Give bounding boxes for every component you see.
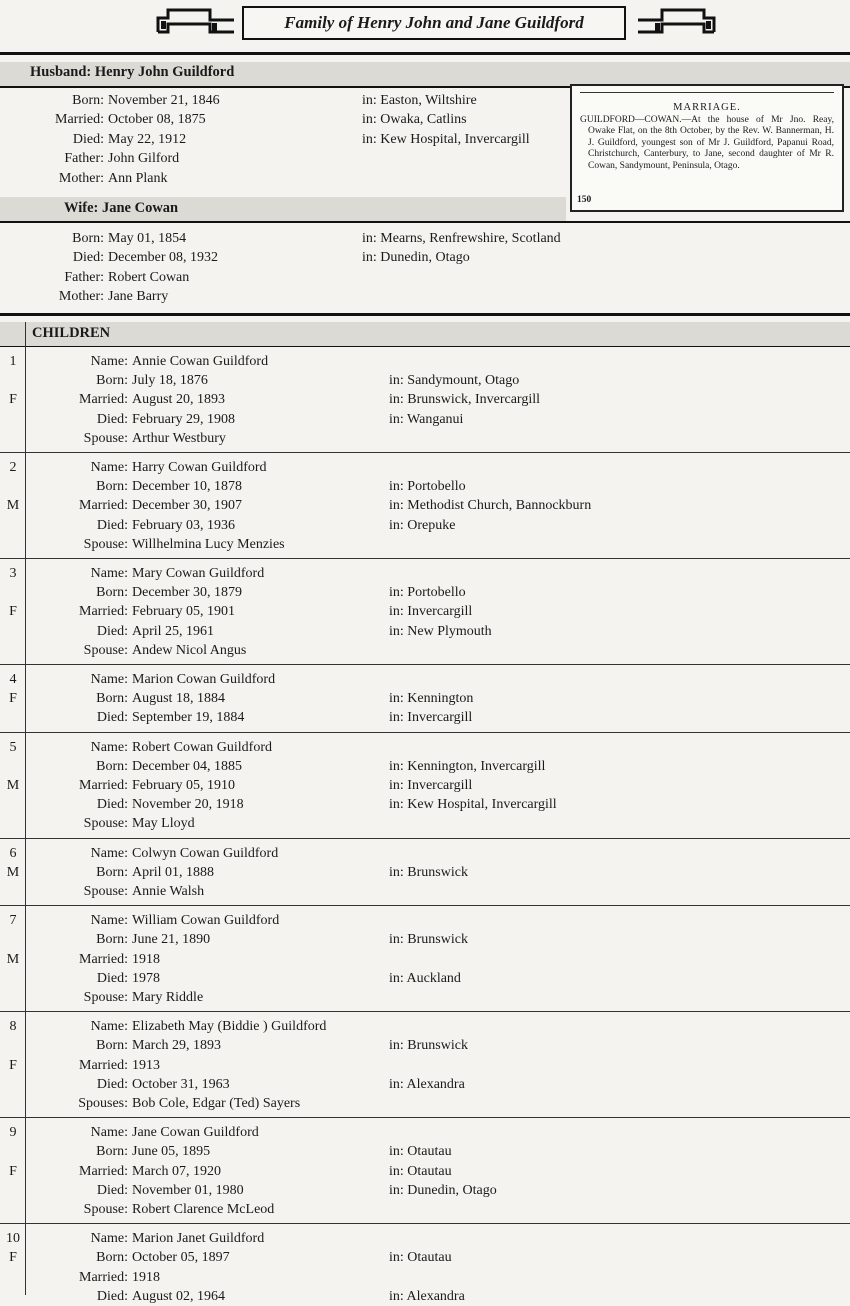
fact-location: in: Mearns, Renfrewshire, Scotland	[362, 231, 561, 246]
child-fact-value: December 04, 1885	[132, 758, 243, 774]
fact-label: Died:	[72, 131, 104, 147]
scroll-ornament-left-icon	[156, 6, 236, 36]
child-number: 5	[9, 739, 17, 755]
child-fact-value: March 29, 1893	[132, 1038, 222, 1054]
page-title: Family of Henry John and Jane Guildford	[242, 6, 626, 40]
child-fact-label: Married:	[79, 604, 128, 620]
child-divider	[0, 558, 850, 559]
child-fact-label: Married:	[79, 1269, 128, 1285]
child-fact-value: 1918	[132, 951, 160, 967]
page-header	[0, 0, 850, 52]
fact-label: Mother:	[58, 289, 104, 305]
child-fact-value: December 10, 1878	[132, 479, 243, 495]
child-fact-label: Name:	[90, 1231, 128, 1247]
child-fact-location: in: Brunswick	[389, 864, 468, 880]
child-fact-label: Spouse:	[83, 430, 128, 446]
child-fact-value: Annie Walsh	[132, 884, 205, 899]
fact-label: Born:	[72, 231, 104, 246]
child-divider	[0, 664, 850, 665]
children-heading: CHILDREN	[32, 325, 111, 341]
child-fact-value: August 20, 1893	[132, 392, 225, 408]
child-fact-label: Died:	[96, 710, 128, 726]
child-fact-value: Andew Nicol Angus	[132, 642, 247, 658]
child-divider	[0, 1011, 850, 1012]
child-fact-label: Name:	[90, 1125, 128, 1141]
header-rule	[0, 52, 850, 55]
child-fact-location: in: Kennington	[389, 691, 474, 707]
child-fact-label: Married:	[79, 392, 128, 408]
child-fact-location: in: Kew Hospital, Invercargill	[389, 797, 557, 813]
child-fact-location: in: Orepuke	[389, 517, 456, 533]
child-sex: F	[9, 1250, 17, 1266]
fact-value: Jane Barry	[108, 289, 169, 305]
child-fact-value: July 18, 1876	[132, 373, 208, 389]
child-fact-label: Died:	[96, 970, 128, 986]
child-fact-location: in: Brunswick, Invercargill	[389, 392, 540, 408]
child-fact-location: in: Otautau	[389, 1250, 452, 1266]
fact-value: May 01, 1854	[108, 231, 187, 246]
fact-value: Robert Cowan	[108, 269, 190, 285]
child-number: 3	[9, 566, 17, 581]
child-divider	[0, 838, 850, 839]
child-sex: M	[6, 951, 20, 967]
child-number: 10	[6, 1231, 20, 1247]
child-fact-label: Born:	[96, 864, 128, 880]
child-fact-location: in: Portobello	[389, 585, 466, 601]
child-fact-value: Robert Cowan Guildford	[132, 739, 272, 755]
child-fact-value: November 01, 1980	[132, 1182, 244, 1198]
child-fact-location: in: Invercargill	[389, 710, 473, 726]
child-fact-label: Born:	[96, 585, 128, 601]
child-divider	[0, 905, 850, 906]
child-fact-label: Spouses:	[78, 1096, 128, 1111]
child-fact-label: Spouse:	[83, 884, 128, 899]
fact-location: in: Kew Hospital, Invercargill	[362, 131, 530, 147]
child-fact-label: Died:	[96, 1182, 128, 1198]
child-fact-label: Name:	[90, 354, 128, 369]
child-fact-value: Bob Cole, Edgar (Ted) Sayers	[132, 1096, 301, 1111]
child-fact-label: Born:	[96, 1250, 128, 1266]
child-fact-value: November 20, 1918	[132, 797, 244, 813]
child-divider	[0, 1223, 850, 1224]
child-fact-value: Willhelmina Lucy Menzies	[132, 536, 285, 552]
child-fact-label: Married:	[79, 1163, 128, 1179]
child-fact-value: Mary Cowan Guildford	[132, 566, 265, 581]
child-divider	[0, 1117, 850, 1118]
children-rule	[0, 346, 850, 347]
child-fact-location: in: Wanganui	[389, 411, 464, 427]
child-fact-value: December 30, 1907	[132, 498, 243, 514]
child-sex: F	[9, 1057, 17, 1073]
child-number: 1	[9, 354, 17, 369]
child-fact-location: in: Methodist Church, Bannockburn	[389, 498, 592, 514]
child-fact-label: Born:	[96, 1144, 128, 1160]
child-fact-label: Died:	[96, 623, 128, 639]
child-number: 8	[9, 1019, 17, 1035]
child-sex: M	[6, 778, 20, 793]
child-fact-value: May Lloyd	[132, 816, 195, 832]
clipping-rule	[580, 92, 834, 93]
child-fact-label: Spouse:	[83, 1202, 128, 1217]
child-sex: M	[6, 498, 20, 514]
child-fact-label: Spouse:	[83, 642, 128, 658]
fact-location: in: Easton, Wiltshire	[362, 93, 477, 108]
clipping-number: 150	[577, 194, 592, 205]
fact-label: Died:	[72, 250, 104, 266]
child-fact-value: February 05, 1901	[132, 604, 236, 620]
child-fact-value: Elizabeth May (Biddie ) Guildford	[132, 1019, 327, 1035]
child-fact-label: Born:	[96, 1038, 128, 1054]
child-fact-value: December 30, 1879	[132, 585, 243, 601]
child-fact-value: April 25, 1961	[132, 623, 215, 639]
child-number: 6	[9, 845, 17, 861]
fact-label: Married:	[55, 112, 104, 128]
child-fact-location: in: Kennington, Invercargill	[389, 758, 546, 774]
child-fact-location: in: Invercargill	[389, 604, 473, 620]
child-fact-value: February 03, 1936	[132, 517, 236, 533]
child-fact-value: April 01, 1888	[132, 864, 215, 880]
child-fact-value: March 07, 1920	[132, 1163, 222, 1179]
child-fact-location: in: Alexandra	[389, 1288, 465, 1304]
child-fact-value: February 05, 1910	[132, 778, 236, 793]
child-fact-value: William Cowan Guildford	[132, 913, 280, 929]
child-fact-label: Married:	[79, 951, 128, 967]
marriage-clipping	[570, 84, 844, 212]
child-fact-label: Born:	[96, 932, 128, 948]
child-sex: F	[9, 1163, 17, 1179]
child-fact-value: February 29, 1908	[132, 411, 236, 427]
child-sex: F	[9, 691, 17, 707]
fact-location: in: Owaka, Catlins	[362, 112, 467, 128]
child-fact-location: in: Alexandra	[389, 1076, 465, 1092]
fact-value: John Gilford	[108, 151, 180, 167]
child-fact-value: 1978	[132, 970, 160, 986]
child-fact-value: October 05, 1897	[132, 1250, 230, 1266]
child-fact-value: October 31, 1963	[132, 1076, 230, 1092]
child-fact-value: Marion Cowan Guildford	[132, 672, 276, 687]
husband-heading: Husband: Henry John Guildford	[30, 64, 235, 80]
child-fact-label: Married:	[79, 498, 128, 514]
child-fact-label: Born:	[96, 758, 128, 774]
child-fact-label: Died:	[96, 517, 128, 533]
child-fact-value: Robert Clarence McLeod	[132, 1202, 275, 1217]
child-fact-value: Annie Cowan Guildford	[132, 354, 269, 369]
child-fact-location: in: Otautau	[389, 1163, 452, 1179]
child-number: 2	[9, 460, 17, 475]
child-fact-value: Marion Janet Guildford	[132, 1231, 265, 1247]
child-fact-value: August 02, 1964	[132, 1288, 225, 1304]
child-fact-value: August 18, 1884	[132, 691, 225, 707]
child-fact-value: September 19, 1884	[132, 710, 245, 726]
child-fact-label: Died:	[96, 1076, 128, 1092]
fact-label: Father:	[64, 151, 104, 167]
child-fact-label: Born:	[96, 479, 128, 495]
child-fact-label: Name:	[90, 1019, 128, 1035]
child-fact-label: Died:	[96, 1288, 128, 1304]
fact-value: Ann Plank	[108, 170, 168, 186]
child-fact-location: in: Otautau	[389, 1144, 452, 1160]
child-fact-label: Name:	[90, 460, 128, 475]
children-bar	[0, 322, 850, 346]
fact-label: Mother:	[58, 170, 104, 186]
child-fact-value: June 21, 1890	[132, 932, 211, 948]
child-fact-label: Died:	[96, 797, 128, 813]
fact-value: November 21, 1846	[108, 93, 220, 108]
child-fact-location: in: Invercargill	[389, 778, 473, 793]
child-divider	[0, 452, 850, 453]
child-fact-label: Name:	[90, 845, 128, 861]
child-fact-value: 1913	[132, 1057, 160, 1073]
fact-label: Father:	[64, 269, 104, 285]
child-divider	[0, 732, 850, 733]
child-fact-location: in: Dunedin, Otago	[389, 1182, 497, 1198]
child-fact-value: June 05, 1895	[132, 1144, 211, 1160]
child-fact-location: in: Sandymount, Otago	[389, 373, 520, 389]
child-fact-label: Born:	[96, 691, 128, 707]
fact-location: in: Dunedin, Otago	[362, 250, 470, 266]
child-sex: F	[9, 392, 17, 408]
fact-value: May 22, 1912	[108, 131, 187, 147]
child-fact-value: Mary Riddle	[132, 990, 204, 1005]
child-fact-value: Arthur Westbury	[132, 430, 226, 446]
clipping-body: GUILDFORD—COWAN.—At the house of Mr Jno. Reay, Owake Flat, on the 8th October, by the Rev. W. Bannerman, H. J. Guildford, youngest son of Mr J. Guildford, Papanui Road, Christchurch, Canterbury, to Jane, second daughter of Mr R. Cowan, Sandymount, Peninsula, Otago.	[580, 114, 834, 171]
child-fact-location: in: Portobello	[389, 479, 466, 495]
child-fact-value: Jane Cowan Guildford	[132, 1125, 259, 1141]
child-fact-label: Name:	[90, 739, 128, 755]
child-fact-location: in: Brunswick	[389, 1038, 468, 1054]
child-fact-location: in: Auckland	[389, 970, 461, 986]
child-fact-label: Name:	[90, 913, 128, 929]
child-fact-label: Spouse:	[83, 990, 128, 1005]
child-fact-label: Name:	[90, 566, 128, 581]
child-fact-label: Died:	[96, 411, 128, 427]
child-number: 7	[9, 913, 17, 929]
child-fact-value: Harry Cowan Guildford	[132, 460, 267, 475]
child-fact-location: in: Brunswick	[389, 932, 468, 948]
fact-value: October 08, 1875	[108, 112, 206, 128]
child-number: 4	[9, 672, 17, 687]
child-fact-label: Spouse:	[83, 816, 128, 832]
scroll-ornament-right-icon	[636, 6, 716, 36]
child-sex: F	[9, 604, 17, 620]
child-fact-label: Married:	[79, 778, 128, 793]
fact-label: Born:	[72, 93, 104, 108]
child-sex: M	[6, 864, 20, 880]
child-fact-label: Name:	[90, 672, 128, 687]
child-fact-value: 1918	[132, 1269, 160, 1285]
fact-value: December 08, 1932	[108, 250, 219, 266]
child-fact-label: Married:	[79, 1057, 128, 1073]
child-fact-location: in: New Plymouth	[389, 623, 492, 639]
wife-heading: Wife: Jane Cowan	[64, 200, 179, 216]
family-end-rule	[0, 313, 850, 316]
wife-rule	[0, 221, 850, 223]
clipping-title: MARRIAGE.	[673, 102, 741, 113]
child-fact-value: Colwyn Cowan Guildford	[132, 845, 279, 861]
child-fact-label: Spouse:	[83, 536, 128, 552]
child-fact-label: Born:	[96, 373, 128, 389]
child-number: 9	[9, 1125, 17, 1141]
